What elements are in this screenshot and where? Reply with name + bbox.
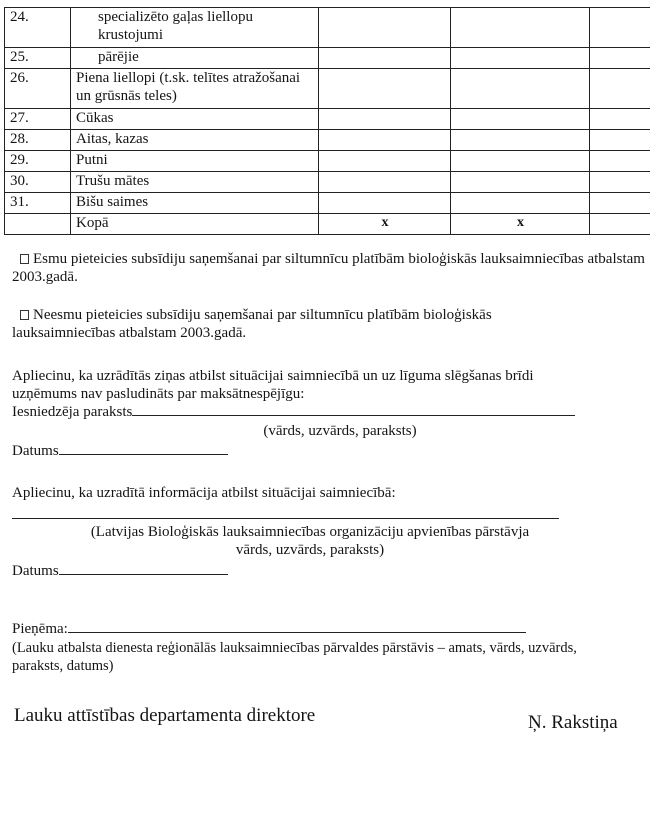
cell-col-b[interactable] [451,48,590,69]
row-name: Aitas, kazas [71,130,319,151]
table-row [5,48,650,69]
acceptance-label: Pieņēma: [12,621,68,637]
not-applied-checkbox-icon[interactable] [20,310,29,320]
row-name: Piena liellopi (t.sk. telītes atražošanai un grūsnās teles) [71,69,319,109]
row-name: specializēto gaļas liellopu krustojumi [71,8,319,48]
row-number: 26. [5,69,71,109]
declaration-applied-text: Esmu pieteicies subsīdiju saņemšanai par siltumnīcu platībām bioloģiskās lauksaimniecības atbalstam 2003.gadā. [12,251,645,285]
cell-col-c[interactable] [590,130,650,151]
cell-col-c[interactable] [590,193,650,214]
row-name: Trušu mātes [71,172,319,193]
applicant-confirmation-text: Apliecinu, ka uzrādītās ziņas atbilst situācijai saimniecībā un uz līguma slēgšanas brīdi uzņēmums nav pasludināts par maksātnespējīgu: [12,368,534,402]
table-row [5,8,650,48]
cell-col-b[interactable] [451,193,590,214]
applicant-signature-row [12,403,648,421]
cell-col-c[interactable] [590,8,650,48]
organization-signature-line[interactable] [12,518,559,519]
row-number [5,214,71,235]
cell-col-a[interactable] [319,8,451,48]
acceptance-row [12,620,648,638]
row-name: Bišu saimes [71,193,319,214]
organization-date-row [12,562,648,580]
table-row [5,172,650,193]
cell-col-a-na-mark: x [319,214,451,235]
row-number: 28. [5,130,71,151]
row-name: pārējie [71,48,319,69]
table-row [5,109,650,130]
footer-position: Lauku attīstības departamenta direktore [14,705,316,726]
cell-col-b[interactable] [451,130,590,151]
cell-col-a[interactable] [319,151,451,172]
applicant-signature-line[interactable] [132,403,575,416]
cell-col-a[interactable] [319,109,451,130]
cell-col-b[interactable] [451,69,590,109]
cell-col-a[interactable] [319,130,451,151]
cell-col-c[interactable] [590,172,650,193]
declaration-not-applied [12,306,572,342]
cell-col-c[interactable] [590,69,650,109]
applicant-signature-caption: (vārds, uzvārds, paraksts) [263,423,417,439]
table-row [5,69,650,109]
organization-signature-caption-line2: vārds, uzvārds, paraksts) [235,542,385,558]
cell-col-c[interactable] [590,48,650,69]
livestock-table [4,7,650,235]
cell-col-a[interactable] [319,193,451,214]
applicant-signature-label: Iesniedzēja paraksts [12,404,133,420]
applied-checkbox-icon[interactable] [20,254,29,264]
organization-date-label: Datums [12,563,59,579]
row-number: 30. [5,172,71,193]
organization-signature-caption-line1: (Latvijas Bioloģiskās lauksaimniecības organizāciju apvienības pārstāvja [90,524,530,540]
row-number: 27. [5,109,71,130]
table-total-row [5,214,650,235]
cell-col-b[interactable] [451,109,590,130]
cell-col-c[interactable] [590,109,650,130]
cell-col-c[interactable] [590,151,650,172]
row-number: 25. [5,48,71,69]
cell-col-a[interactable] [319,172,451,193]
applicant-date-row [12,442,648,460]
declaration-not-applied-text: Neesmu pieteicies subsīdiju saņemšanai par siltumnīcu platībām bioloģiskās lauksaimniecības atbalstam 2003.gadā. [12,307,492,341]
cell-col-b[interactable] [451,172,590,193]
row-number: 31. [5,193,71,214]
cell-col-c[interactable] [590,214,650,235]
cell-col-a[interactable] [319,48,451,69]
total-label: Kopā [71,214,319,235]
cell-col-b-na-mark: x [451,214,590,235]
table-row [5,193,650,214]
applicant-date-line[interactable] [59,442,228,455]
row-number: 24. [5,8,71,48]
row-name: Putni [71,151,319,172]
cell-col-b[interactable] [451,8,590,48]
acceptance-caption: (Lauku atbalsta dienesta reģionālās lauksaimniecības pārvaldes pārstāvis – amats, vārds, uzvārds, paraksts, datums) [12,640,577,674]
applicant-date-label: Datums [12,443,59,459]
row-name: Cūkas [71,109,319,130]
row-number: 29. [5,151,71,172]
organization-date-line[interactable] [59,562,228,575]
table-row [5,151,650,172]
footer-signatory-name: Ņ. Rakstiņa [528,712,618,733]
acceptance-signature-line[interactable] [68,620,526,633]
organization-signature-caption [40,523,580,559]
organization-confirmation-text: Apliecinu, ka uzradītā informācija atbilst situācijai saimniecībā: [12,485,396,501]
cell-col-b[interactable] [451,151,590,172]
table-row [5,130,650,151]
cell-col-a[interactable] [319,69,451,109]
declaration-applied [12,250,648,286]
